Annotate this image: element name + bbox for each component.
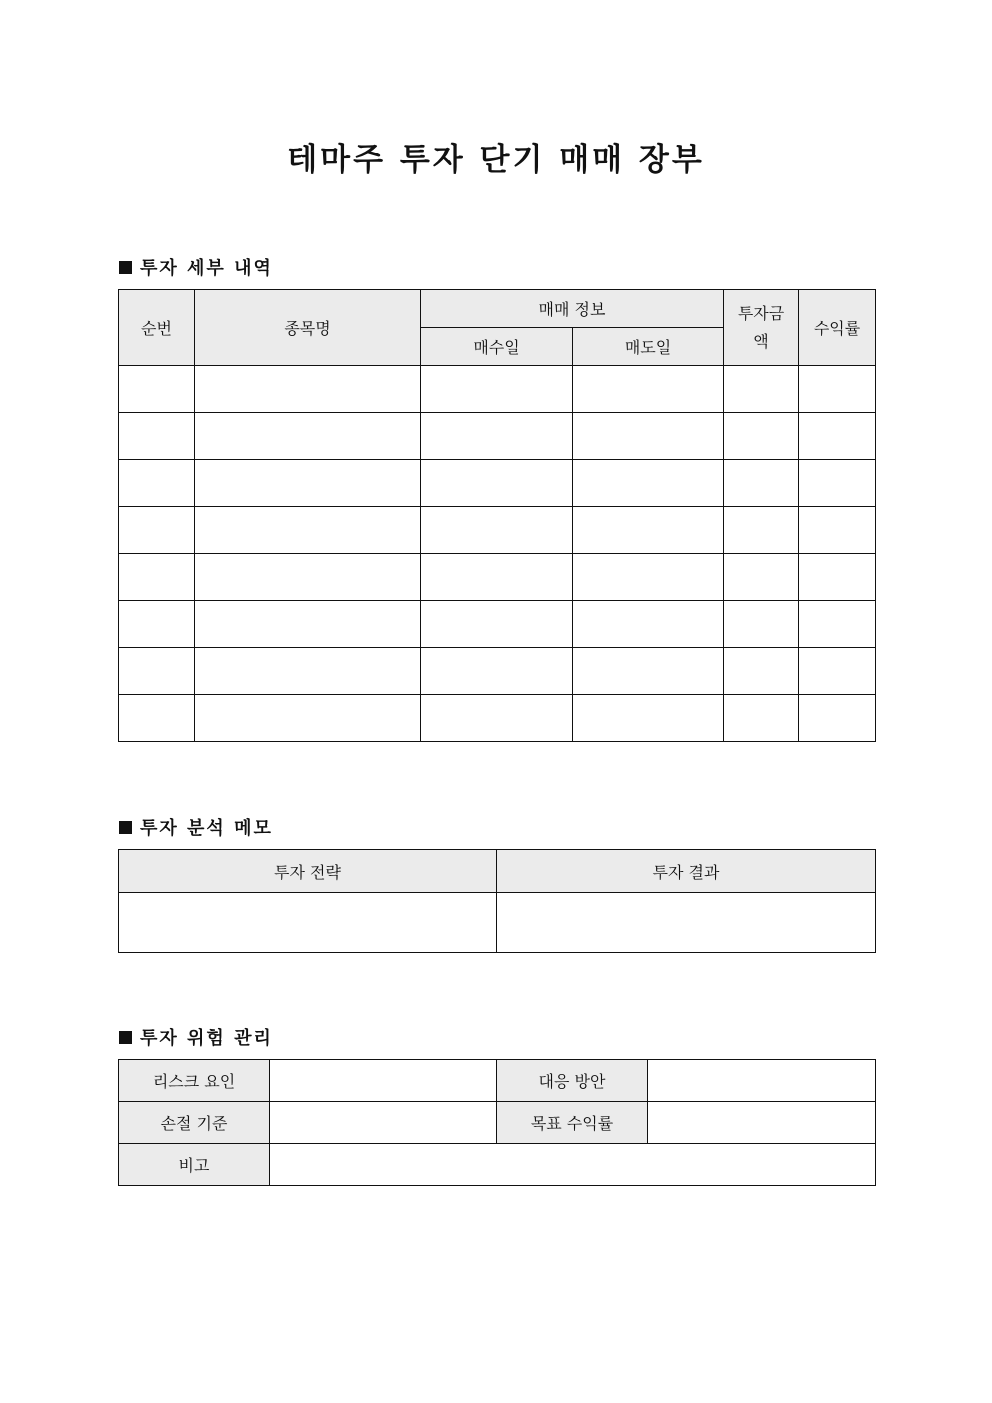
cell-buy-date[interactable]	[421, 601, 573, 648]
cell-no[interactable]	[119, 507, 195, 554]
result-field[interactable]	[497, 893, 876, 953]
cell-amount[interactable]	[724, 601, 799, 648]
page-title: 테마주 투자 단기 매매 장부	[287, 142, 705, 178]
cell-sell-date[interactable]	[573, 648, 724, 695]
cell-sell-date[interactable]	[573, 413, 724, 460]
cell-return[interactable]	[799, 507, 876, 554]
cell-name[interactable]	[195, 366, 421, 413]
header-strategy: 투자 전략	[119, 850, 497, 893]
cell-amount[interactable]	[724, 554, 799, 601]
cell-sell-date[interactable]	[573, 507, 724, 554]
header-name: 종목명	[195, 290, 421, 366]
table-row	[119, 601, 876, 648]
cell-amount[interactable]	[724, 507, 799, 554]
header-trade-info: 매매 정보	[421, 290, 724, 328]
details-table	[118, 289, 876, 742]
cell-amount[interactable]	[724, 460, 799, 507]
note-field[interactable]	[270, 1144, 876, 1186]
cell-return[interactable]	[799, 601, 876, 648]
cell-buy-date[interactable]	[421, 554, 573, 601]
cell-no[interactable]	[119, 366, 195, 413]
cell-return[interactable]	[799, 695, 876, 742]
cell-name[interactable]	[195, 601, 421, 648]
cell-sell-date[interactable]	[573, 695, 724, 742]
cell-amount[interactable]	[724, 366, 799, 413]
label-risk-factor: 리스크 요인	[119, 1060, 270, 1102]
cell-no[interactable]	[119, 648, 195, 695]
table-row	[119, 366, 876, 413]
cell-buy-date[interactable]	[421, 460, 573, 507]
table-row	[119, 413, 876, 460]
cell-no[interactable]	[119, 695, 195, 742]
table-row	[119, 507, 876, 554]
square-bullet-icon	[119, 821, 132, 834]
label-stop-loss: 손절 기준	[119, 1102, 270, 1144]
cell-amount[interactable]	[724, 648, 799, 695]
cell-sell-date[interactable]	[573, 601, 724, 648]
header-result: 투자 결과	[497, 850, 876, 893]
cell-buy-date[interactable]	[421, 695, 573, 742]
cell-name[interactable]	[195, 695, 421, 742]
table-row	[119, 648, 876, 695]
cell-return[interactable]	[799, 413, 876, 460]
risk-table	[118, 1059, 876, 1186]
cell-amount[interactable]	[724, 413, 799, 460]
cell-no[interactable]	[119, 460, 195, 507]
cell-buy-date[interactable]	[421, 366, 573, 413]
section-heading-details: 투자 세부 내역	[119, 254, 273, 280]
cell-buy-date[interactable]	[421, 413, 573, 460]
cell-return[interactable]	[799, 648, 876, 695]
cell-sell-date[interactable]	[573, 366, 724, 413]
cell-name[interactable]	[195, 648, 421, 695]
header-return: 수익률	[799, 290, 876, 366]
cell-name[interactable]	[195, 413, 421, 460]
cell-buy-date[interactable]	[421, 507, 573, 554]
cell-no[interactable]	[119, 413, 195, 460]
header-no: 순번	[119, 290, 195, 366]
memo-table	[118, 849, 876, 953]
cell-name[interactable]	[195, 554, 421, 601]
square-bullet-icon	[119, 1031, 132, 1044]
header-amount: 투자금액	[724, 290, 799, 366]
label-response: 대응 방안	[497, 1060, 648, 1102]
label-note: 비고	[119, 1144, 270, 1186]
cell-sell-date[interactable]	[573, 554, 724, 601]
strategy-field[interactable]	[119, 893, 497, 953]
table-row	[119, 554, 876, 601]
section-heading-memo: 투자 분석 메모	[119, 814, 273, 840]
table-row	[119, 695, 876, 742]
section-heading-risk: 투자 위험 관리	[119, 1024, 273, 1050]
cell-return[interactable]	[799, 366, 876, 413]
header-sell-date: 매도일	[573, 328, 724, 366]
cell-name[interactable]	[195, 460, 421, 507]
target-return-field[interactable]	[648, 1102, 876, 1144]
square-bullet-icon	[119, 261, 132, 274]
cell-no[interactable]	[119, 554, 195, 601]
cell-sell-date[interactable]	[573, 460, 724, 507]
cell-return[interactable]	[799, 554, 876, 601]
cell-amount[interactable]	[724, 695, 799, 742]
header-buy-date: 매수일	[421, 328, 573, 366]
risk-factor-field[interactable]	[270, 1060, 497, 1102]
response-field[interactable]	[648, 1060, 876, 1102]
cell-no[interactable]	[119, 601, 195, 648]
cell-name[interactable]	[195, 507, 421, 554]
stop-loss-field[interactable]	[270, 1102, 497, 1144]
table-row	[119, 460, 876, 507]
cell-buy-date[interactable]	[421, 648, 573, 695]
label-target-return: 목표 수익률	[497, 1102, 648, 1144]
cell-return[interactable]	[799, 460, 876, 507]
